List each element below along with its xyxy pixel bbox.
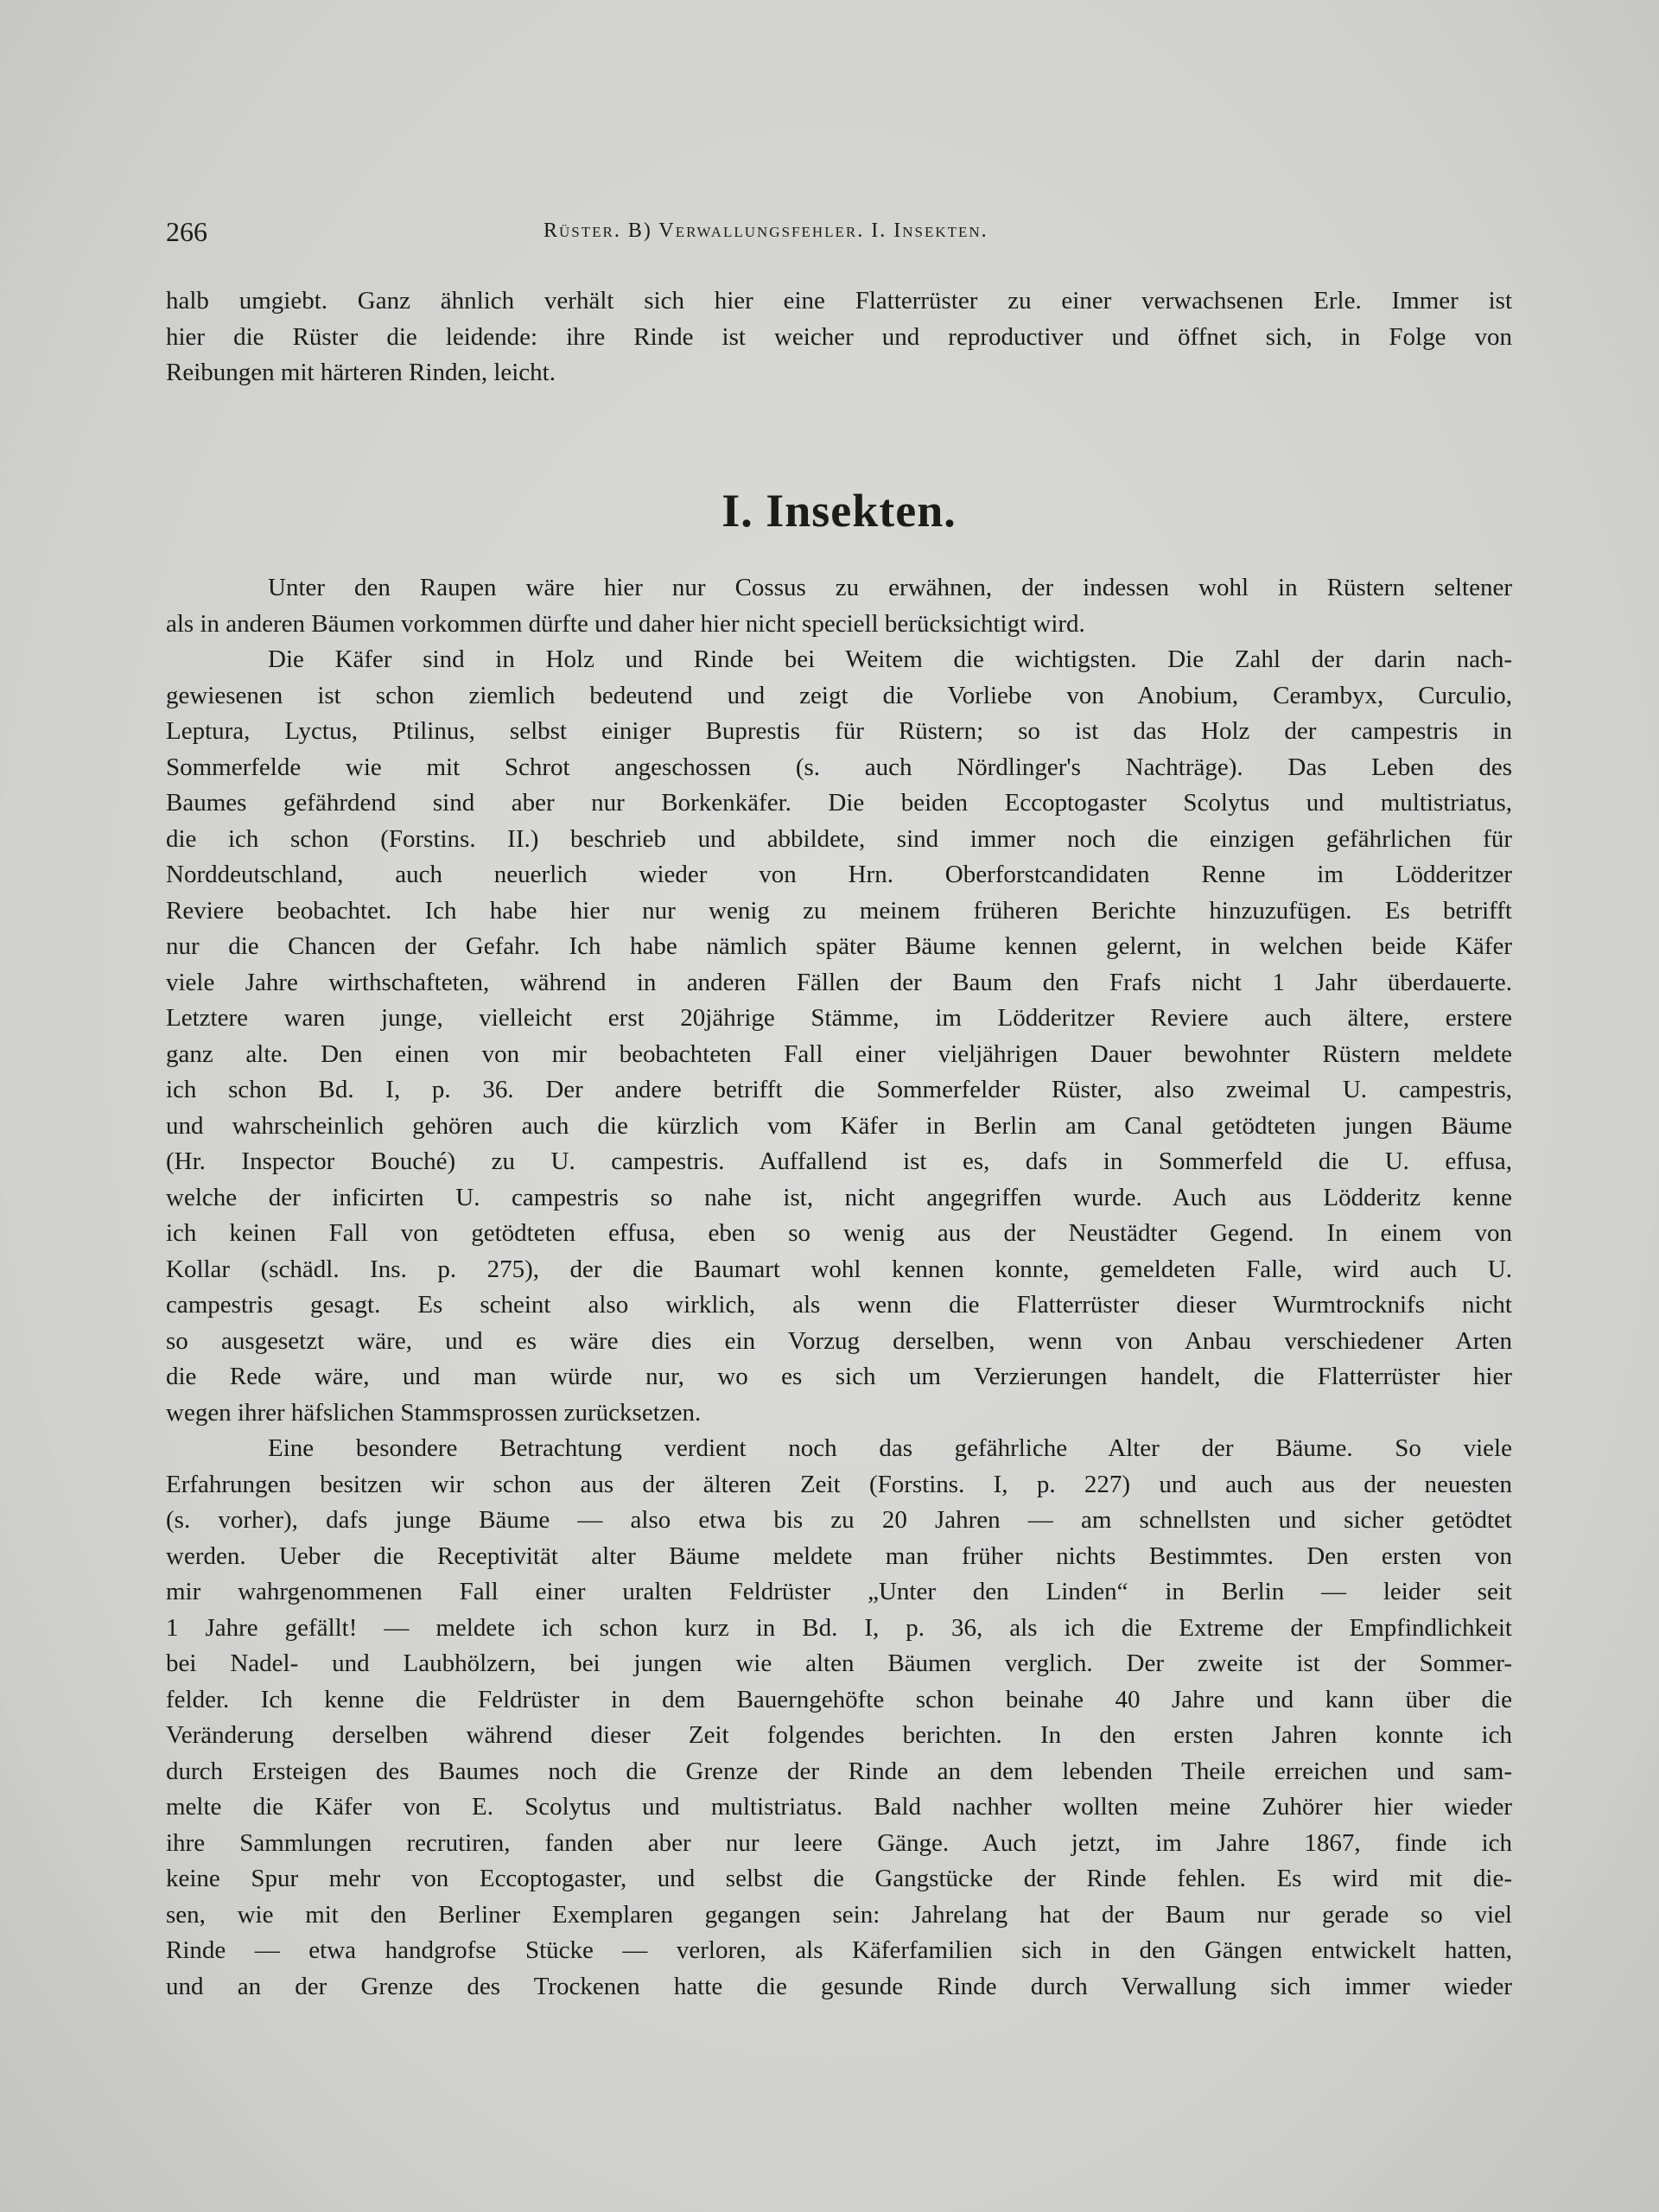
text-line: und wahrscheinlich gehören auch die kürzlich vom Käfer in Berlin am Canal getödteten jungen Bäume (166, 1111, 1512, 1140)
text-line: Kollar (schädl. Ins. p. 275), der die Baumart wohl kennen konnte, gemeldeten Falle, wird auch U. (166, 1255, 1512, 1283)
text-line: die ich schon (Forstins. II.) beschrieb und abbildete, sind immer noch die einzigen gefährlichen für (166, 824, 1512, 853)
text-line: durch Ersteigen des Baumes noch die Grenze der Rinde an dem lebenden Theile erreichen und sam- (166, 1757, 1512, 1785)
text-line: Reviere beobachtet. Ich habe hier nur wenig zu meinem früheren Berichte hinzuzufügen. Es betrifft (166, 896, 1512, 925)
text-line: melte die Käfer von E. Scolytus und multistriatus. Bald nachher wollten meine Zuhörer hier wieder (166, 1793, 1512, 1821)
text-line: Veränderung derselben während dieser Zeit folgendes berichten. In den ersten Jahren konnte ich (166, 1721, 1512, 1749)
text-line: die Rede wäre, und man würde nur, wo es sich um Verzierungen handelt, die Flatterrüster hier (166, 1363, 1512, 1390)
text-line: Baumes gefährdend sind aber nur Borkenkäfer. Die beiden Eccoptogaster Scolytus und multistriatus, (166, 789, 1512, 817)
running-header (166, 216, 1512, 251)
text-line: ihre Sammlungen recrutiren, fanden aber nur leere Gänge. Auch jetzt, im Jahre 1867, finde ich (166, 1828, 1512, 1857)
text-line: Die Käfer sind in Holz und Rinde bei Weitem die wichtigsten. Die Zahl der darin nach- (268, 645, 1512, 673)
text-line: ich keinen Fall von getödteten effusa, eben so wenig aus der Neustädter Gegend. In einem von (166, 1219, 1512, 1247)
text-line: campestris gesagt. Es scheint also wirklich, als wenn die Flatterrüster dieser Wurmtrocknifs nicht (166, 1291, 1512, 1319)
text-line: bei Nadel- und Laubhölzern, bei jungen wie alten Bäumen verglich. Der zweite ist der Sommer- (166, 1649, 1512, 1677)
text-line: (s. vorher), dafs junge Bäume — also etwa bis zu 20 Jahren — am schnellsten und sicher getödtet (166, 1506, 1512, 1534)
text-line: so ausgesetzt wäre, und es wäre dies ein Vorzug derselben, wenn von Anbau verschiedener Arten (166, 1326, 1512, 1355)
text-line: Norddeutschland, auch neuerlich wieder von Hrn. Oberforstcandidaten Renne im Lödderitzer (166, 861, 1512, 888)
text-line: halb umgiebt. Ganz ähnlich verhält sich hier eine Flatterrüster zu einer verwachsenen Erle. Immer ist (166, 287, 1512, 315)
paragraph-alter (166, 1431, 1512, 2005)
paragraph-kaefer (166, 642, 1512, 1431)
page-number: 266 (166, 216, 207, 247)
text-line: ich schon Bd. I, p. 36. Der andere betrifft die Sommerfelder Rüster, also zweimal U. campestris, (166, 1076, 1512, 1103)
running-title: Rüster. B) Verwallungsfehler. I. Insekten. (543, 219, 988, 242)
text-line: mir wahrgenommenen Fall einer uralten Feldrüster „Unter den Linden“ in Berlin — leider seit (166, 1578, 1512, 1605)
text-line: felder. Ich kenne die Feldrüster in dem Bauerngehöfte schon beinahe 40 Jahre und kann über die (166, 1685, 1512, 1713)
intro-paragraph (166, 283, 1512, 391)
text-line: Sommerfelde wie mit Schrot angeschossen (s. auch Nördlinger's Nachträge). Das Leben des (166, 753, 1512, 781)
text-line: Erfahrungen besitzen wir schon aus der älteren Zeit (Forstins. I, p. 227) und auch aus der neuesten (166, 1470, 1512, 1498)
text-line: Reibungen mit härteren Rinden, leicht. (166, 359, 556, 386)
text-line: sen, wie mit den Berliner Exemplaren gegangen sein: Jahrelang hat der Baum nur gerade so viel (166, 1900, 1512, 1929)
text-line: Rinde — etwa handgrofse Stücke — verloren, als Käferfamilien sich in den Gängen entwickelt hatten, (166, 1936, 1512, 1964)
text-line: 1 Jahre gefällt! — meldete ich schon kurz in Bd. I, p. 36, als ich die Extreme der Empfindlichkeit (166, 1613, 1512, 1642)
section-heading: I. Insekten. (721, 485, 957, 537)
text-line: gewiesenen ist schon ziemlich bedeutend und zeigt die Vorliebe von Anobium, Cerambyx, Curculio, (166, 681, 1512, 709)
text-line: nur die Chancen der Gefahr. Ich habe nämlich später Bäume kennen gelernt, in welchen beide Käfer (166, 932, 1512, 960)
text-line: hier die Rüster die leidende: ihre Rinde ist weicher und reproductiver und öffnet sich, in Folge von (166, 322, 1512, 351)
text-line: werden. Ueber die Receptivität alter Bäume meldete man früher nichts Bestimmtes. Den ersten von (166, 1541, 1512, 1570)
text-line: ganz alte. Den einen von mir beobachteten Fall einer vieljährigen Dauer bewohnter Rüstern meldete (166, 1039, 1512, 1068)
section-body (166, 570, 1512, 2005)
text-line: (Hr. Inspector Bouché) zu U. campestris. Auffallend ist es, dafs in Sommerfeld die U. effusa, (166, 1147, 1512, 1175)
text-line: Leptura, Lyctus, Ptilinus, selbst einiger Buprestis für Rüstern; so ist das Holz der campestris in (166, 717, 1512, 745)
text-line: wegen ihrer häfslichen Stammsprossen zurücksetzen. (166, 1398, 702, 1427)
paragraph-raupen (166, 570, 1512, 642)
text-line: welche der inficirten U. campestris so nahe ist, nicht angegriffen wurde. Auch aus Lödderitz kenne (166, 1183, 1512, 1211)
text-line: keine Spur mehr von Eccoptogaster, und selbst die Gangstücke der Rinde fehlen. Es wird mit die- (166, 1865, 1512, 1892)
text-line: und an der Grenze des Trockenen hatte die gesunde Rinde durch Verwallung sich immer wieder (166, 1972, 1512, 2000)
text-line: Unter den Raupen wäre hier nur Cossus zu erwähnen, der indessen wohl in Rüstern seltener (268, 574, 1512, 601)
text-line: Eine besondere Betrachtung verdient noch das gefährliche Alter der Bäume. So viele (268, 1434, 1512, 1462)
text-line: Letztere waren junge, vielleicht erst 20jährige Stämme, im Lödderitzer Reviere auch ältere, erstere (166, 1004, 1512, 1032)
text-line: viele Jahre wirthschafteten, während in anderen Fällen der Baum den Frafs nicht 1 Jahr überdauerte. (166, 968, 1512, 996)
text-line: als in anderen Bäumen vorkommen dürfte und daher hier nicht speciell berücksichtigt wird. (166, 609, 1085, 638)
